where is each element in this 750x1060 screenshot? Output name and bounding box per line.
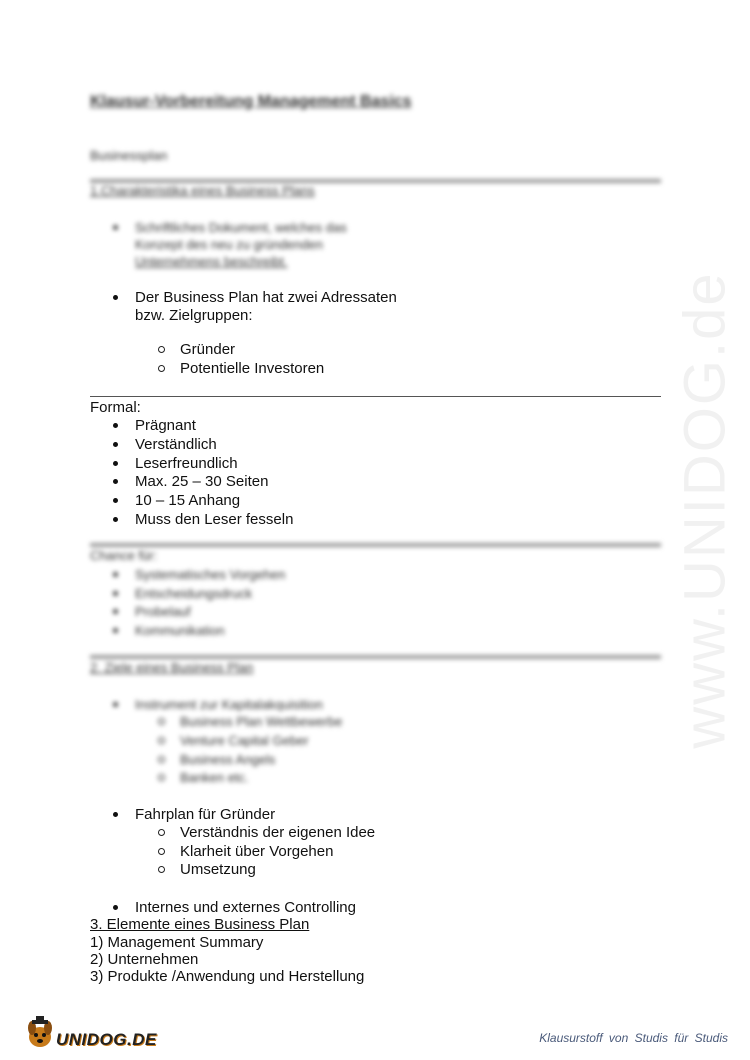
section2-bullet1-sub: Venture Capital Geber <box>180 733 309 748</box>
section2-bullet3: Internes und externes Controlling <box>135 899 356 916</box>
section2-bullet1-sub: Business Angels <box>180 752 276 767</box>
section2-bullet1-sub: Business Plan Wettbewerbe <box>180 714 343 729</box>
section2-bullet1: Instrument zur Kapitalakquisition <box>135 697 323 712</box>
subitem-gruender: Gründer <box>180 341 236 358</box>
chance-label: Chance für: <box>90 548 158 563</box>
formal-item: Leserfreundlich <box>135 455 238 472</box>
divider <box>90 396 661 397</box>
formal-item: Max. 25 – 30 Seiten <box>135 473 269 490</box>
section3-item: 2) Unternehmen <box>90 951 199 968</box>
formal-item: Prägnant <box>135 417 196 434</box>
document-title: Klausur-Vorbereitung Management Basics <box>90 93 412 110</box>
formal-item: Verständlich <box>135 436 217 453</box>
formal-label: Formal: <box>90 399 141 416</box>
section2-bullet2: Fahrplan für Gründer <box>135 806 276 823</box>
dog-mascot-icon <box>22 1015 58 1051</box>
watermark: www.UNIDOG.de <box>672 271 738 749</box>
section3-heading: 3. Elemente eines Business Plan <box>90 916 310 933</box>
subitem-investoren: Potentielle Investoren <box>180 360 325 377</box>
section1-bullet2-line2: bzw. Zielgruppen: <box>135 307 253 324</box>
intro-text: Businessplan <box>90 148 168 163</box>
formal-item: 10 – 15 Anhang <box>135 492 241 509</box>
chance-item: Systematisches Vorgehen <box>135 567 286 582</box>
footer-logo-text: UNIDOG.DE <box>56 1030 157 1049</box>
section1-heading: 1.Charakteristika eines Business Plans <box>90 183 315 198</box>
section2-bullet1-sub: Banken etc. <box>180 770 249 785</box>
footer-tagline: Klausurstoff von Studis für Studis <box>539 1031 728 1045</box>
divider <box>90 543 661 547</box>
chance-item: Probelauf <box>135 604 191 619</box>
section1-bullet2-line1: Der Business Plan hat zwei Adressaten <box>135 289 397 306</box>
section2-bullet2-sub: Verständnis der eigenen Idee <box>180 824 376 841</box>
section3-item: 3) Produkte /Anwendung und Herstellung <box>90 968 365 985</box>
chance-item: Kommunikation <box>135 623 225 638</box>
formal-item: Muss den Leser fesseln <box>135 511 294 528</box>
chance-item: Entscheidungsdruck <box>135 586 253 601</box>
bullet-line: Schriftliches Dokument, welches das <box>135 220 347 235</box>
bullet-line: Unternehmens beschreibt. <box>135 254 288 269</box>
section2-heading: 2. Ziele eines Business Plan <box>90 660 254 675</box>
bullet-line: Konzept des neu zu gründenden <box>135 237 323 252</box>
section2-bullet2-sub: Umsetzung <box>180 861 256 878</box>
section3-item: 1) Management Summary <box>90 934 264 951</box>
section2-bullet2-sub: Klarheit über Vorgehen <box>180 843 334 860</box>
